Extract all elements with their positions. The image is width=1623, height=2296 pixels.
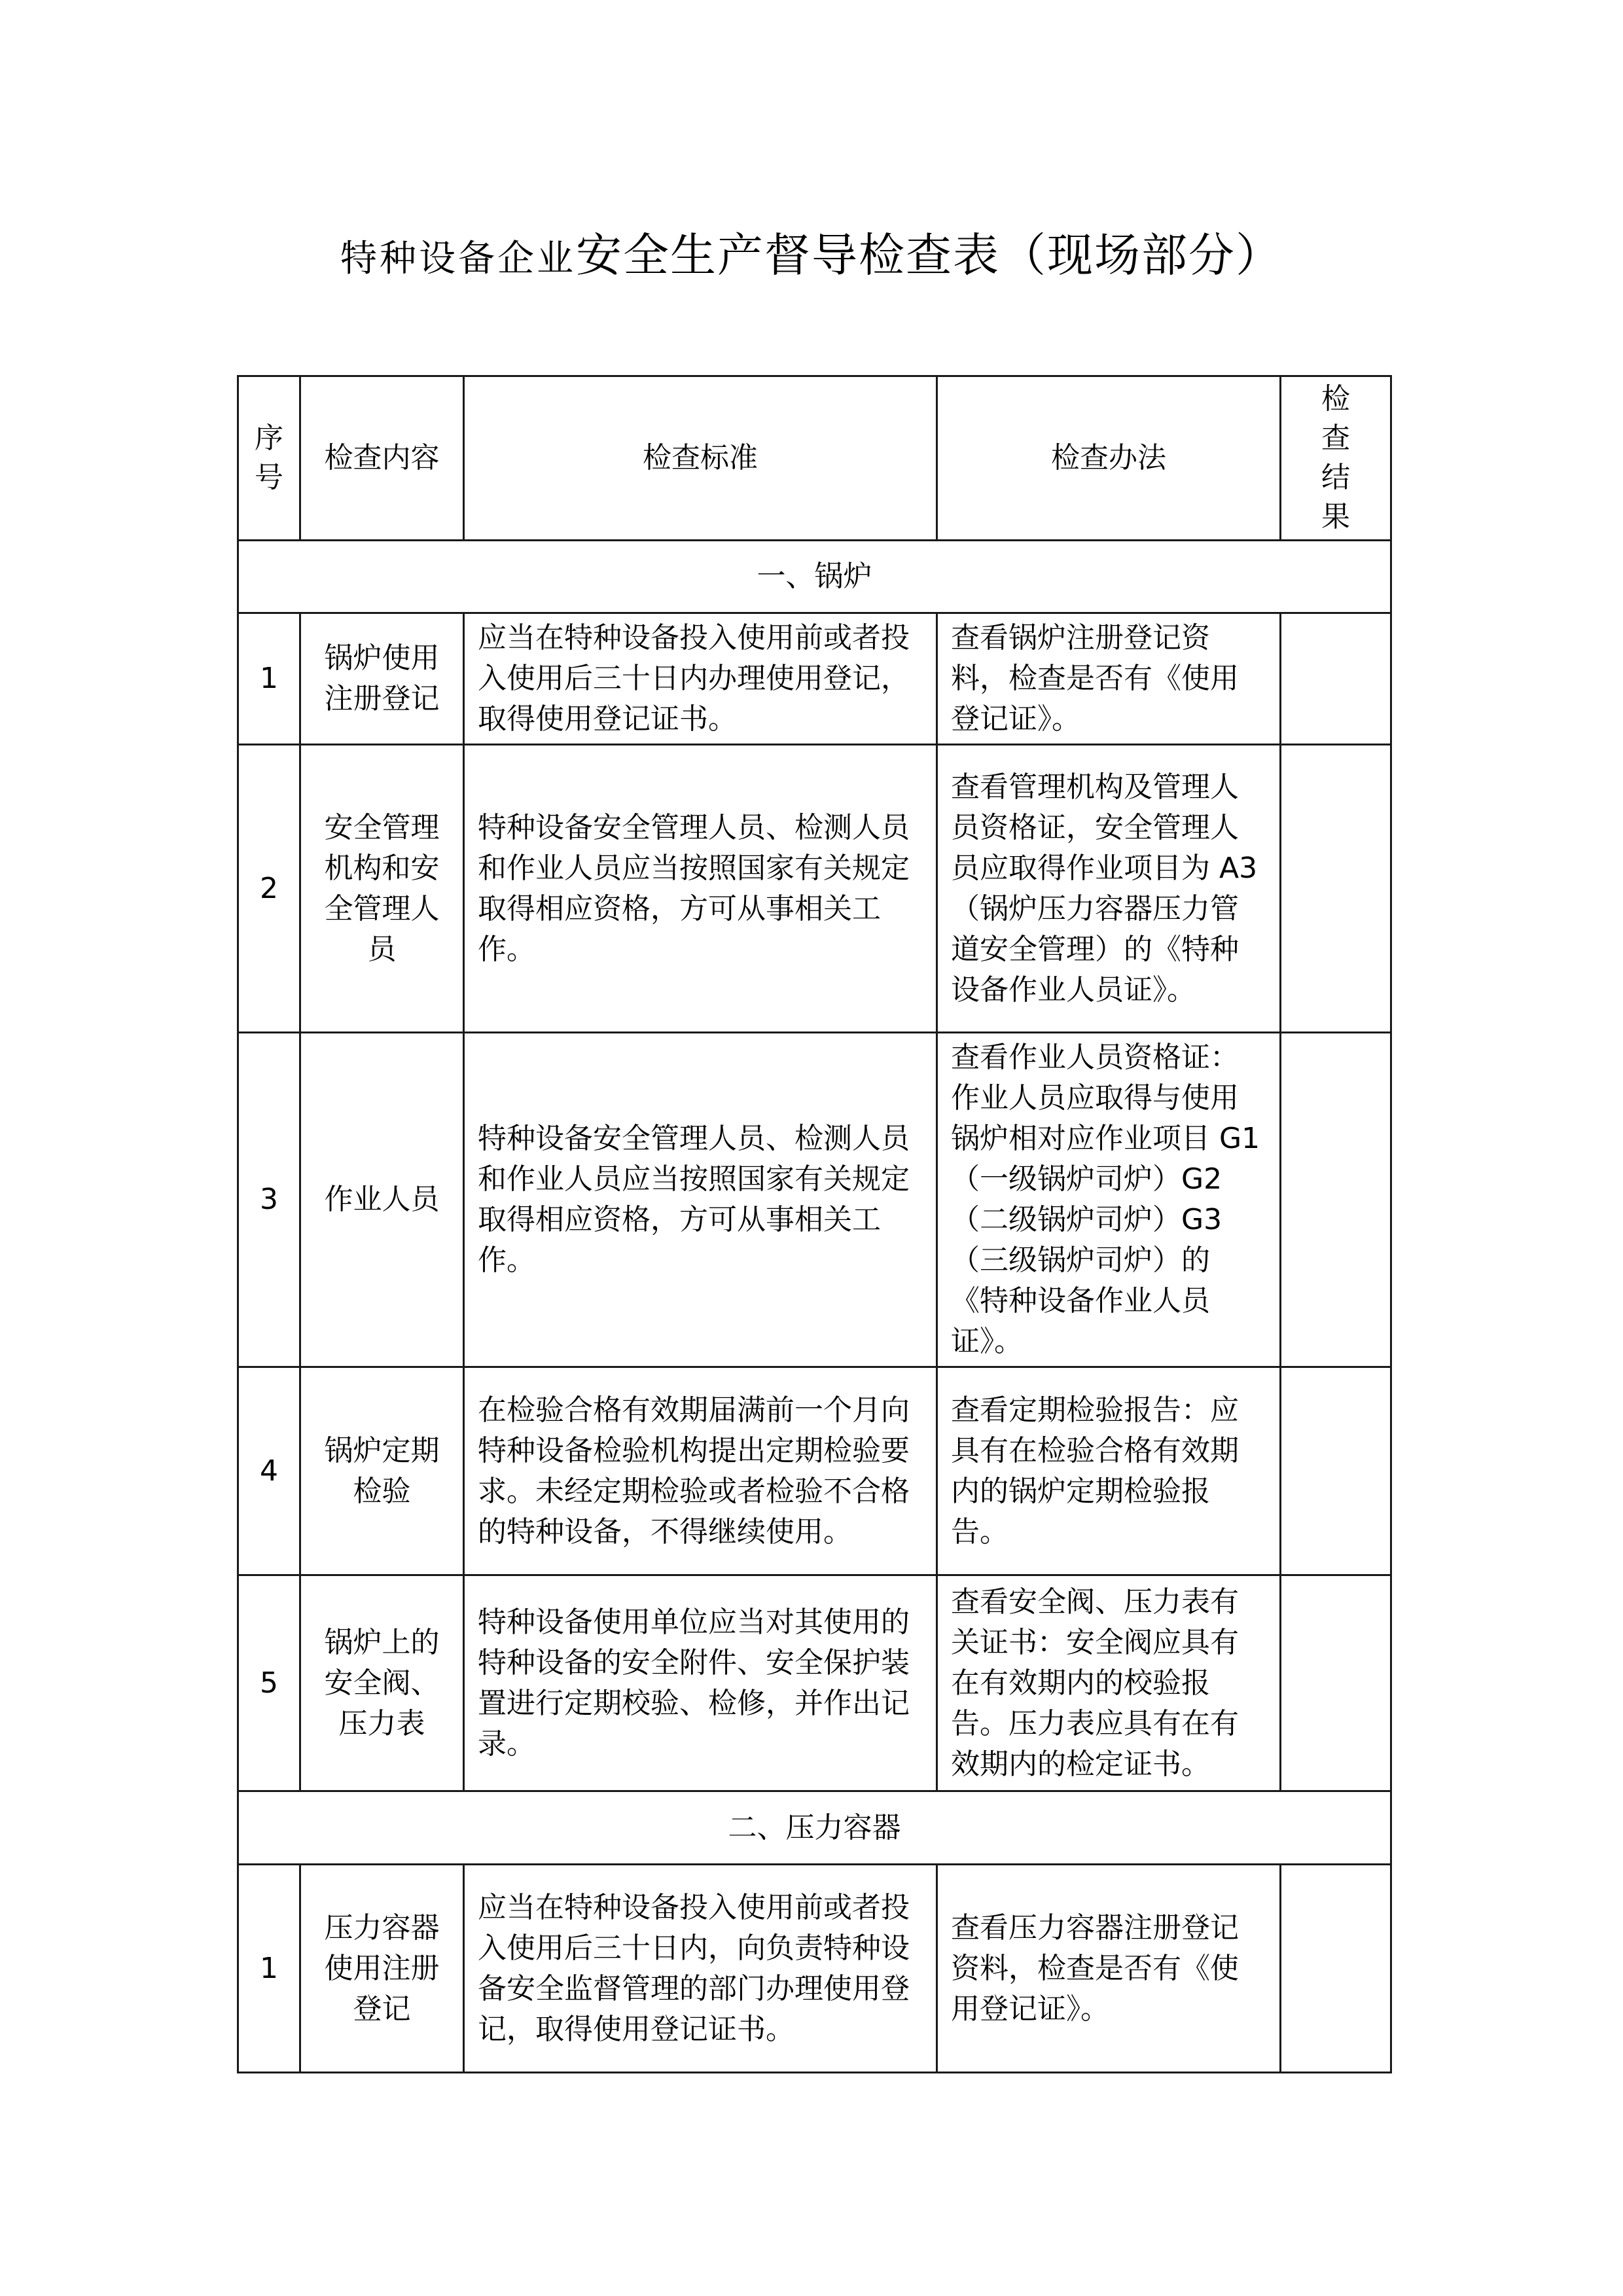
header-standard: 检查标准 [464, 376, 937, 541]
row-content: 锅炉上的安全阀、压力表 [300, 1575, 464, 1791]
table-row [238, 613, 1391, 745]
row-content: 锅炉使用注册登记 [300, 613, 464, 745]
section-title: 二、压力容器 [238, 1791, 1391, 1865]
row-standard: 特种设备安全管理人员、检测人员和作业人员应当按照国家有关规定取得相应资格，方可从事相关工作。 [464, 1033, 937, 1367]
row-method: 查看安全阀、压力表有关证书：安全阀应具有在有效期内的校验报告。压力表应具有在有效期内的检定证书。 [937, 1575, 1281, 1791]
table-row [238, 1033, 1391, 1367]
row-seq: 3 [238, 1033, 300, 1367]
document-title [0, 228, 1623, 282]
row-content: 作业人员 [300, 1033, 464, 1367]
row-standard: 应当在特种设备投入使用前或者投入使用后三十日内，向负责特种设备安全监督管理的部门办理使用登记，取得使用登记证书。 [464, 1865, 937, 2073]
row-result-cell[interactable] [1281, 745, 1391, 1033]
header-result: 检查结果 [1281, 376, 1391, 541]
row-result-cell[interactable] [1281, 1367, 1391, 1575]
row-standard: 特种设备使用单位应当对其使用的特种设备的安全附件、安全保护装置进行定期校验、检修，并作出记录。 [464, 1575, 937, 1791]
section-row [238, 1791, 1391, 1865]
table-row [238, 1367, 1391, 1575]
row-result-cell[interactable] [1281, 1865, 1391, 2073]
header-seq: 序号 [238, 376, 300, 541]
row-method: 查看定期检验报告：应具有在检验合格有效期内的锅炉定期检验报告。 [937, 1367, 1281, 1575]
row-content: 压力容器使用注册登记 [300, 1865, 464, 2073]
row-standard: 在检验合格有效期届满前一个月向特种设备检验机构提出定期检验要求。未经定期检验或者检验不合格的特种设备，不得继续使用。 [464, 1367, 937, 1575]
row-seq: 1 [238, 1865, 300, 2073]
table-row [238, 1865, 1391, 2073]
row-method: 查看锅炉注册登记资料，检查是否有《使用登记证》。 [937, 613, 1281, 745]
table-header-row [238, 376, 1391, 541]
row-method: 查看作业人员资格证：作业人员应取得与使用锅炉相对应作业项目 G1（一级锅炉司炉）G2（二级锅炉司炉）G3（三级锅炉司炉）的《特种设备作业人员证》。 [937, 1033, 1281, 1367]
title-main: 安全生产督导检查表（现场部分） [576, 228, 1283, 282]
row-seq: 1 [238, 613, 300, 745]
row-result-cell[interactable] [1281, 1033, 1391, 1367]
row-method: 查看压力容器注册登记资料，检查是否有《使用登记证》。 [937, 1865, 1281, 2073]
row-result-cell[interactable] [1281, 1575, 1391, 1791]
section-row [238, 541, 1391, 613]
table-row [238, 745, 1391, 1033]
row-standard: 特种设备安全管理人员、检测人员和作业人员应当按照国家有关规定取得相应资格，方可从事相关工作。 [464, 745, 937, 1033]
inspection-table [237, 375, 1392, 2073]
row-content: 锅炉定期检验 [300, 1367, 464, 1575]
row-seq: 5 [238, 1575, 300, 1791]
row-method: 查看管理机构及管理人员资格证，安全管理人员应取得作业项目为 A3（锅炉压力容器压力管道安全管理）的《特种设备作业人员证》。 [937, 745, 1281, 1033]
row-seq: 2 [238, 745, 300, 1033]
table-row [238, 1575, 1391, 1791]
header-content: 检查内容 [300, 376, 464, 541]
section-title: 一、锅炉 [238, 541, 1391, 613]
header-method: 检查办法 [937, 376, 1281, 541]
row-content: 安全管理机构和安全管理人员 [300, 745, 464, 1033]
row-standard: 应当在特种设备投入使用前或者投入使用后三十日内办理使用登记，取得使用登记证书。 [464, 613, 937, 745]
title-prefix: 特种设备企业 [340, 238, 576, 280]
row-result-cell[interactable] [1281, 613, 1391, 745]
row-seq: 4 [238, 1367, 300, 1575]
